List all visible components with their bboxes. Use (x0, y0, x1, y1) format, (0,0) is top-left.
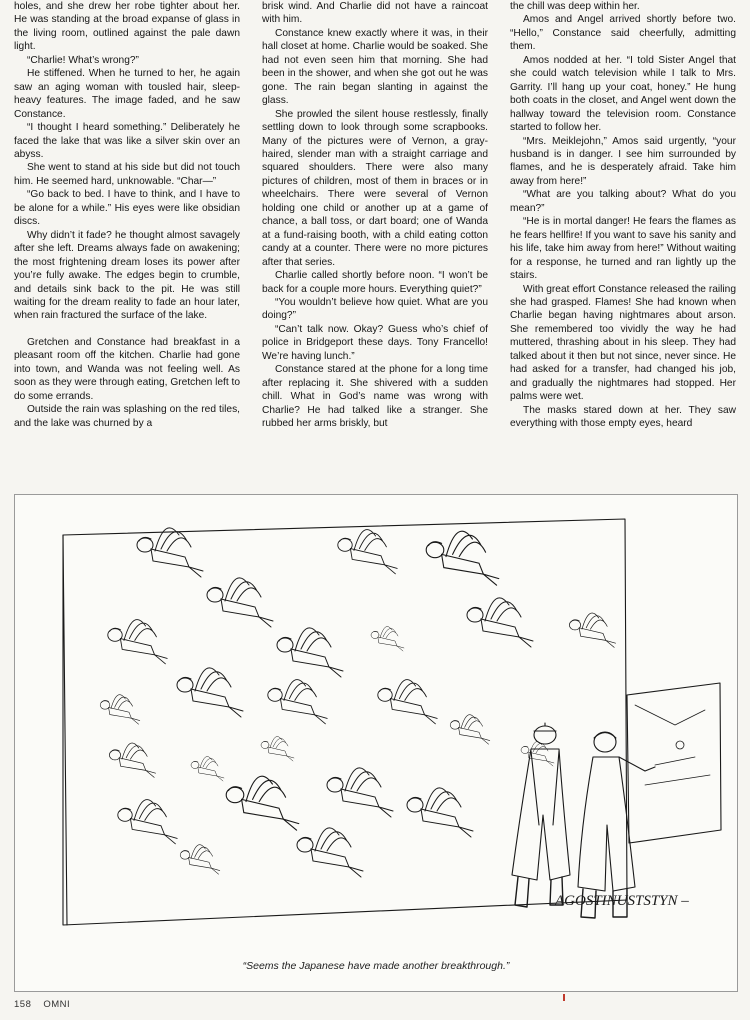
winged-figure (118, 800, 177, 844)
winged-figure (226, 776, 299, 830)
winged-figure (338, 530, 397, 574)
winged-figure (569, 613, 615, 647)
paragraph: Why didn’t it fade? he thought almost savagely after she left. Dreams always fade on awakening; the most frightening dream loses its power after you’re fully awake. The edges begin to crumble, and details sink back to the pit. He was still waiting for the dream reality to fade an hour later, when rain fractured the surface of the lake. (14, 229, 240, 322)
cartoon-caption: “Seems the Japanese have made another breakthrough.” (242, 960, 510, 972)
winged-figure (327, 768, 393, 817)
paragraph: “Charlie! What’s wrong?” (27, 54, 139, 66)
cartoonist-signature: AGOSTINUSTSTYN – (555, 893, 689, 909)
flying-figures (100, 528, 615, 877)
paragraph: Amos and Angel arrived shortly before two. “Hello,” Constance said cheerfully, admitting them. (510, 14, 736, 53)
winged-figure (191, 756, 224, 781)
paragraph: She prowled the silent house restlessly, finally settling down to look through some scrapbooks. Many of the pictures were of Vernon, a gray-haired, slender man with a straight carriage and squared shoulders. There were also many pictures of children, most of them in braces or in wheelchairs. There were several of Vernon holding one child or another up at a game of chance, a ball toss, or dart board; one of Wanda at a fund-raising booth, with a child eating cotton candy at a counter. There were no more pictures after that series. (262, 108, 488, 268)
paragraph: “Mrs. Meiklejohn,” Amos said urgently, “your husband is in danger. I see him surrounded by flames, and he is desperately afraid. Take him away from here!” (510, 135, 736, 187)
paragraph: With great effort Constance released the railing she had grasped. Flames! She had known when Charlie began having nightmares about arson. She remembered too vividly the way he had muttered, thrashing about in his sleep. They had talked about it then but not since, never since. He had asked for a transfer, had changed his job, and gradually the nightmares had stopped. Her palms were wet. (510, 283, 736, 403)
wall-screen-outline (63, 519, 627, 925)
paragraph: She went to stand at his side but did not touch him. He seemed hard, unknowable. “Char—” (14, 162, 240, 187)
article-columns (14, 0, 736, 488)
winged-figure (277, 628, 343, 677)
paragraph: He stiffened. When he turned to her, he again saw an aging woman with tousled hair, sleep-heavy features. The image faded, and he saw Constance. (14, 68, 240, 120)
winged-figure (137, 528, 203, 577)
winged-figure (207, 578, 273, 627)
page-footer (14, 999, 70, 1010)
winged-figure (450, 715, 490, 744)
paragraph: holes, and she drew her robe tighter about her. He was standing at the broad expanse of glass in the living room, outlined against the pale dawn light. (14, 1, 240, 53)
cartoon-panel (14, 494, 738, 992)
winged-figure (407, 788, 473, 837)
article-column-1 (14, 0, 240, 488)
paragraph: the chill was deep within her. (510, 1, 640, 12)
winged-figure (109, 743, 155, 777)
paragraph: Outside the rain was splashing on the red tiles, and the lake was churned by a (14, 404, 240, 429)
winged-figure (177, 668, 243, 717)
paragraph: brisk wind. And Charlie did not have a raincoat with him. (262, 1, 488, 26)
two-observers (512, 723, 655, 918)
winged-figure (467, 598, 533, 647)
winged-figure (378, 680, 437, 724)
paragraph: “He is in mortal danger! He fears the flames as he fears hellfire! If you want to save his sanity and his life, take him away from here!” Without waiting for a response, he turned and ran lightly up the stairs. (510, 216, 736, 282)
winged-figure (268, 680, 327, 724)
paragraph: “You wouldn’t believe how quiet. What are you doing?” (262, 296, 488, 322)
article-column-3 (510, 0, 736, 488)
winged-figure (108, 620, 167, 664)
paragraph: Constance stared at the phone for a long time after replacing it. She shivered with a sudden chill. What in God’s name was wrong with Charlie? He had talked like a stranger. She rubbed her arms briskly, but (262, 364, 488, 430)
winged-figure (180, 845, 220, 874)
paragraph: Amos nodded at her. “I told Sister Angel that she could watch television while I talk to Mrs. Garrity. I’ll hang up your coat, honey.” He hung both coats in the closet, and Angel went down the hallway toward the television room. Constance started to follow her. (510, 54, 736, 134)
winged-figure (297, 828, 363, 877)
paragraph: “What are you talking about? What do you mean?” (510, 189, 736, 214)
cartoon-illustration (15, 495, 737, 991)
winged-figure (100, 695, 140, 724)
paragraph: Gretchen and Constance had breakfast in a pleasant room off the kitchen. Charlie had gone into town, and Wanda was not feeling well. As soon as they were through eating, Gretchen left to do some errands. (14, 336, 240, 402)
paragraph: Charlie called shortly before noon. “I won’t be back for a couple more hours. Everything quiet?” (262, 270, 488, 295)
winged-figure (521, 741, 554, 766)
winged-figure (426, 531, 499, 585)
page-number: 158 (14, 999, 32, 1010)
paragraph: “I thought I heard something.” Deliberately he faced the lake that was like a silver skin over an abyss. (14, 122, 240, 160)
winged-figure (261, 736, 294, 761)
red-tick-mark (563, 994, 565, 1001)
paragraph: Constance knew exactly where it was, in their hall closet at home. Charlie would be soaked. She had not even seen him that morning. She had been in the shower, and when she got out he was gone. The rain began slanting in against the glass. (262, 27, 488, 107)
paragraph: “Go back to bed. I have to think, and I have to be alone for a while.” His eyes were like obsidian discs. (14, 189, 240, 228)
paragraph: The masks stared down at her. They saw everything with those empty eyes, heard (510, 404, 736, 430)
paragraph: “Can’t talk now. Okay? Guess who’s chief of police in Bridgeport these days. Tony Francello! We’re having lunch.” (262, 323, 488, 362)
magazine-name: OMNI (43, 999, 71, 1010)
article-column-2 (262, 0, 488, 488)
winged-figure (371, 626, 404, 651)
